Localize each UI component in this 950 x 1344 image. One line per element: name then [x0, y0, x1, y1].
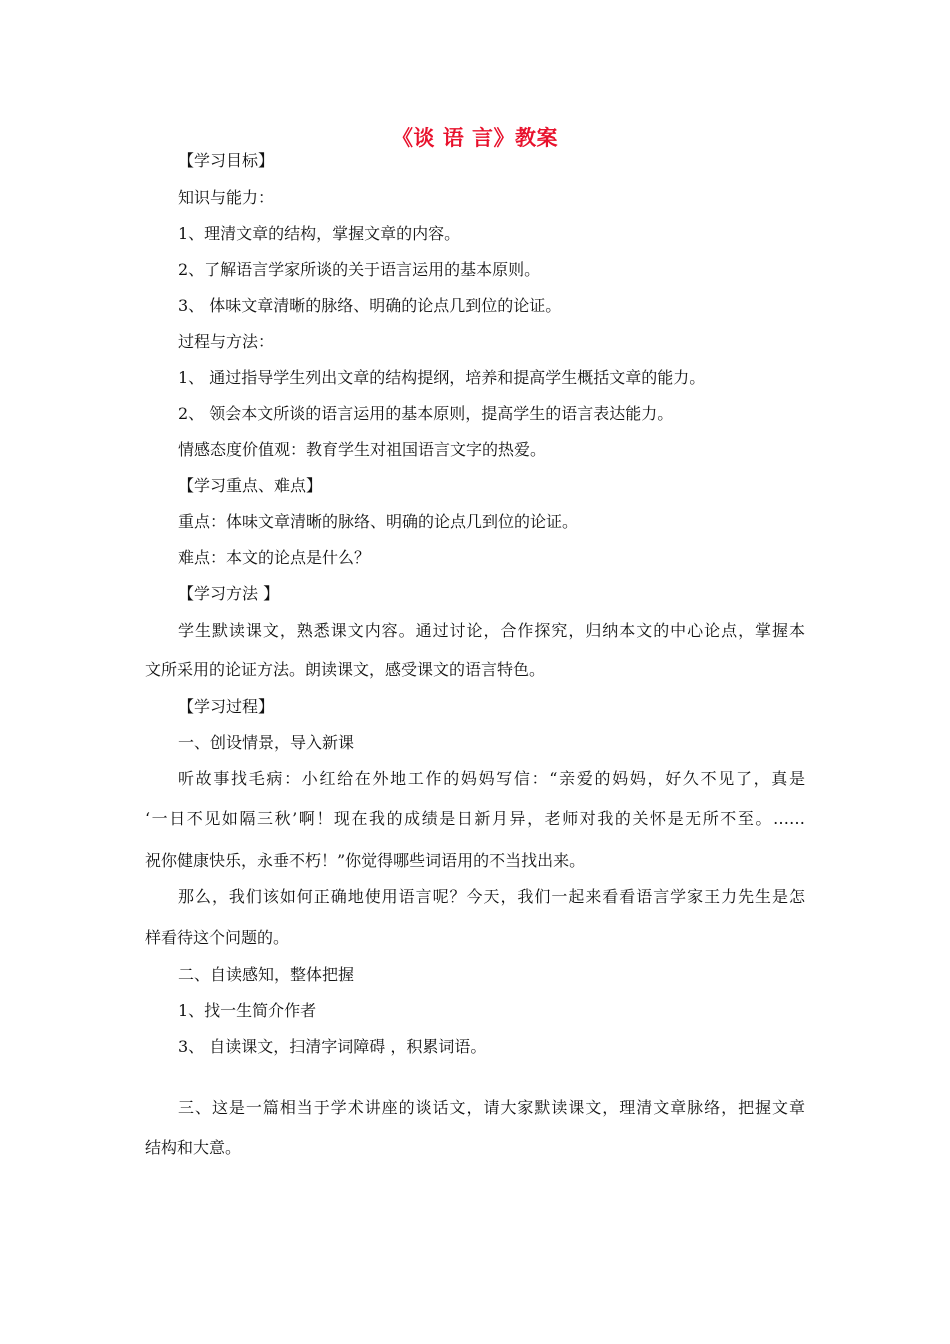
difficult-point: 难点：本文的论点是什么？	[178, 548, 371, 567]
section-heading-process: 【学习过程】	[178, 697, 275, 716]
emotion-objective: 情感态度价值观：教育学生对祖国语言文字的热爱。	[178, 440, 547, 459]
methods-paragraph-line: 学生默读课文，熟悉课文内容。通过讨论，合作探究，归纳本文的中心论点，掌握本	[178, 621, 805, 640]
intro-paragraph-line: 样看待这个问题的。	[145, 928, 290, 947]
step-heading: 一、创设情景，导入新课	[178, 733, 355, 752]
objective-item: 1、理清文章的结构，掌握文章的内容。	[178, 224, 461, 243]
step-heading: 二、自读感知，整体把握	[178, 965, 355, 984]
section-heading-key-points: 【学习重点、难点】	[178, 476, 323, 495]
section-heading-methods: 【学习方法 】	[178, 584, 280, 603]
story-paragraph-line: 祝你健康快乐，永垂不朽！”你觉得哪些词语用的不当找出来。	[145, 851, 586, 870]
page-title: 《谈 语 言》教案	[391, 126, 559, 150]
story-paragraph-line: 听故事找毛病：小红给在外地工作的妈妈写信：“亲爱的妈妈，好久不见了，真是	[178, 769, 805, 788]
intro-paragraph-line: 那么，我们该如何正确地使用语言呢？今天，我们一起来看看语言学家王力先生是怎	[178, 887, 805, 906]
methods-paragraph-line: 文所采用的论证方法。朗读课文，感受课文的语言特色。	[145, 660, 546, 679]
objective-item: 3、 体味文章清晰的脉络、明确的论点几到位的论证。	[178, 296, 562, 315]
subheading-knowledge: 知识与能力：	[178, 188, 275, 207]
process-item: 2、 领会本文所谈的语言运用的基本原则，提高学生的语言表达能力。	[178, 404, 674, 423]
process-item: 1、 通过指导学生列出文章的结构提纲，培养和提高学生概括文章的能力。	[178, 368, 706, 387]
objective-item: 2、了解语言学家所谈的关于语言运用的基本原则。	[178, 260, 541, 279]
step-item: 3、 自读课文，扫清字词障碍 ，积累词语。	[178, 1037, 487, 1056]
section-heading-objectives: 【学习目标】	[178, 151, 275, 170]
step-paragraph-line: 结构和大意。	[145, 1138, 242, 1157]
key-point: 重点：体味文章清晰的脉络、明确的论点几到位的论证。	[178, 512, 579, 531]
story-paragraph-line: ‘一日不见如隔三秋’啊！现在我的成绩是日新月异，老师对我的关怀是无所不至。……	[145, 809, 805, 828]
subheading-process: 过程与方法：	[178, 332, 275, 351]
step-paragraph-line: 三、这是一篇相当于学术讲座的谈话文，请大家默读课文，理清文章脉络，把握文章	[178, 1098, 805, 1117]
step-item: 1、找一生简介作者	[178, 1001, 317, 1020]
